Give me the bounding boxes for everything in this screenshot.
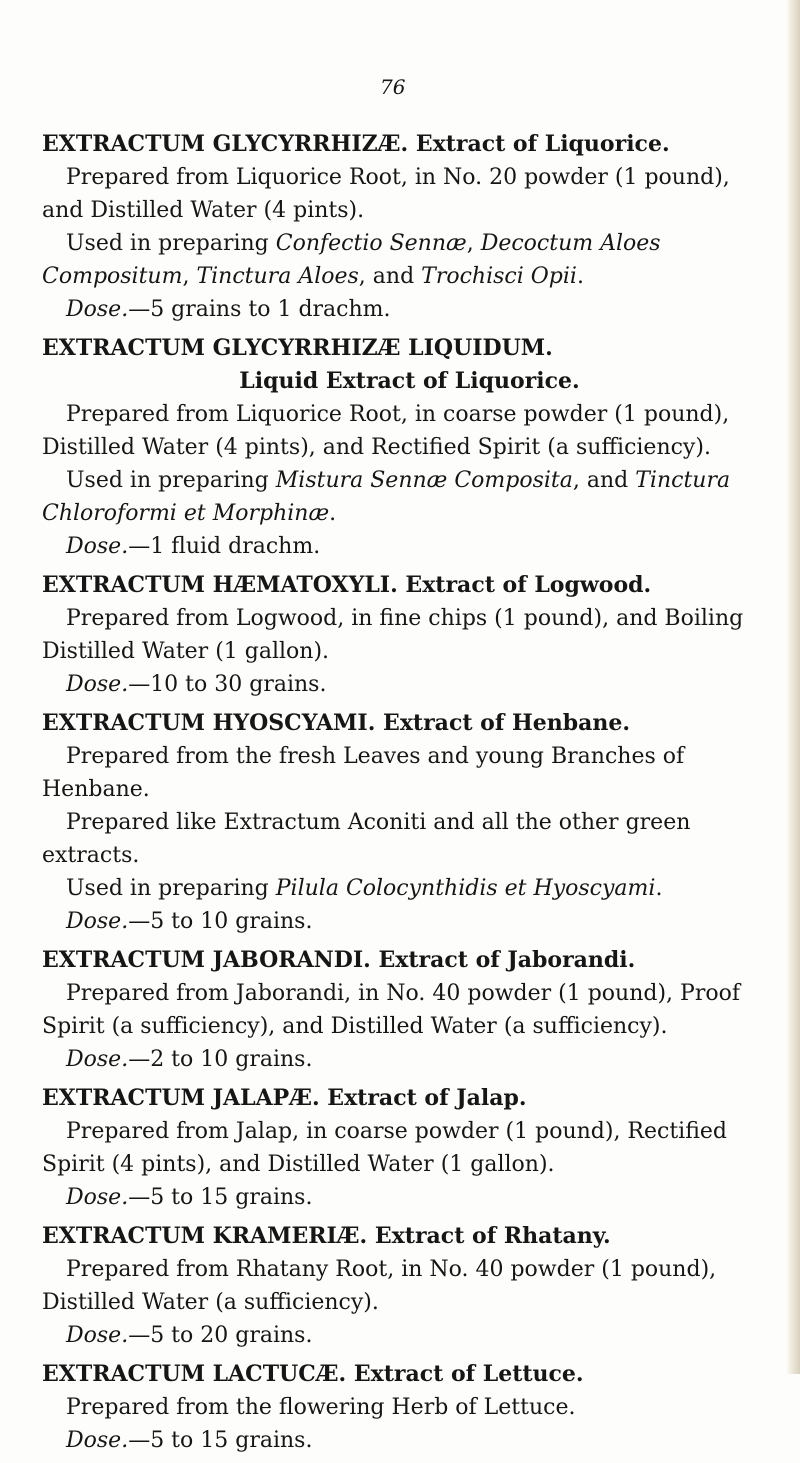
- dose-value: —10 to 30 grains.: [128, 672, 327, 697]
- separator: , and: [572, 468, 636, 493]
- monograph-list: [42, 128, 777, 1463]
- used-in-text: [42, 227, 777, 293]
- separator: .: [655, 876, 663, 901]
- preparation-text: Prepared from the flowering Herb of Lettuce.: [66, 1395, 576, 1420]
- preparation-text: Prepared from Liquorice Root, in No. 20 powder (1 pound), and Distilled Water (4 pints).: [42, 165, 730, 223]
- monograph-entry: [42, 569, 777, 701]
- separator: , and: [358, 264, 422, 289]
- dose-value: —5 to 10 grains.: [128, 909, 313, 934]
- dose-value: —5 to 15 grains.: [128, 1428, 313, 1453]
- monograph-entry: [42, 128, 777, 326]
- preparation-name: Trochisci Opii: [421, 264, 577, 289]
- entry-subtitle: Liquid Extract of Liquorice.: [239, 368, 580, 394]
- latin-title: EXTRACTUM HÆMATOXYLI.: [42, 572, 398, 598]
- preparation-name: Tinctura Aloes: [196, 264, 359, 289]
- english-title: Extract of Jaborandi.: [378, 947, 636, 973]
- dose-label: Dose.: [66, 1047, 129, 1072]
- latin-title: EXTRACTUM GLYCYRRHIZÆ LIQUIDUM.: [42, 335, 553, 361]
- english-title: Extract of Henbane.: [383, 710, 631, 736]
- preparation-text: Prepared from Jalap, in coarse powder (1 pound), Rectified Spirit (4 pints), and Distilled Water (1 gallon).: [42, 1119, 727, 1177]
- latin-title: EXTRACTUM GLYCYRRHIZÆ.: [42, 131, 409, 157]
- monograph-entry: [42, 1082, 777, 1214]
- page-edge-shadow: [786, 0, 800, 1374]
- dose-line: [42, 905, 777, 938]
- separator: ,: [466, 231, 481, 256]
- dose-line: [42, 293, 777, 326]
- dose-line: [42, 1424, 777, 1457]
- used-in-text: [42, 464, 777, 530]
- monograph-entry: [42, 1358, 777, 1457]
- dose-label: Dose.: [66, 534, 129, 559]
- preparation-name: Decoctum Aloes Compositum: [42, 231, 661, 289]
- preparation-text: Prepared from Liquorice Root, in coarse powder (1 pound), Distilled Water (4 pints), and Rectified Spirit (a sufficiency).: [42, 402, 730, 460]
- dose-label: Dose.: [66, 1428, 129, 1453]
- dose-line: [42, 1319, 777, 1352]
- separator: .: [576, 264, 584, 289]
- monograph-entry: [42, 707, 777, 938]
- monograph-entry: [42, 944, 777, 1076]
- entry-heading: [42, 332, 777, 365]
- used-in-text: [42, 872, 777, 905]
- separator: ,: [182, 264, 197, 289]
- english-title: Extract of Logwood.: [405, 572, 652, 598]
- page-number: 76: [380, 75, 406, 99]
- latin-title: EXTRACTUM JALAPÆ.: [42, 1085, 320, 1111]
- separator: .: [329, 501, 337, 526]
- dose-label: Dose.: [66, 1185, 129, 1210]
- latin-title: EXTRACTUM HYOSCYAMI.: [42, 710, 376, 736]
- monograph-entry: [42, 1220, 777, 1352]
- entry-heading: [42, 944, 777, 977]
- dose-value: —2 to 10 grains.: [128, 1047, 313, 1072]
- preparation-text: Prepared like Extractum Aconiti and all the other green extracts.: [42, 810, 691, 868]
- entry-heading: [42, 128, 777, 161]
- preparation-text: Prepared from Logwood, in fine chips (1 pound), and Boiling Distilled Water (1 gallon).: [42, 606, 744, 664]
- entry-heading: [42, 1220, 777, 1253]
- english-title: Extract of Lettuce.: [353, 1361, 584, 1387]
- dose-value: —5 to 15 grains.: [128, 1185, 313, 1210]
- preparation-name: Tinctura Chloroformi et Morphinæ: [42, 468, 731, 526]
- english-title: Extract of Liquorice.: [415, 131, 670, 157]
- dose-value: —5 grains to 1 drachm.: [128, 297, 391, 322]
- preparation-name: Pilula Colocynthidis et Hyoscyami: [275, 876, 656, 901]
- preparation-name: Mistura Sennæ Composita: [275, 468, 573, 493]
- dose-value: —5 to 20 grains.: [128, 1323, 313, 1348]
- dose-line: [42, 668, 777, 701]
- dose-line: [42, 530, 777, 563]
- english-title: Extract of Rhatany.: [374, 1223, 611, 1249]
- dose-label: Dose.: [66, 1323, 129, 1348]
- dose-label: Dose.: [66, 672, 129, 697]
- used-in-prefix: Used in preparing: [66, 468, 276, 493]
- entry-heading: [42, 1082, 777, 1115]
- english-title: Extract of Jalap.: [327, 1085, 527, 1111]
- dose-label: Dose.: [66, 297, 129, 322]
- latin-title: EXTRACTUM KRAMERIÆ.: [42, 1223, 368, 1249]
- preparation-text: Prepared from Jaborandi, in No. 40 powder (1 pound), Proof Spirit (a sufficiency), and Distilled Water (a sufficiency).: [42, 981, 740, 1039]
- dose-label: Dose.: [66, 909, 129, 934]
- entry-heading: [42, 569, 777, 602]
- monograph-entry: [42, 332, 777, 563]
- used-in-prefix: Used in preparing: [66, 876, 276, 901]
- preparation-text: Prepared from Rhatany Root, in No. 40 powder (1 pound), Distilled Water (a sufficiency).: [42, 1257, 717, 1315]
- preparation-text: Prepared from the fresh Leaves and young Branches of Henbane.: [42, 744, 685, 802]
- entry-heading: [42, 1358, 777, 1391]
- latin-title: EXTRACTUM JABORANDI.: [42, 947, 371, 973]
- entry-heading: [42, 707, 777, 740]
- dose-line: [42, 1043, 777, 1076]
- used-in-prefix: Used in preparing: [66, 231, 276, 256]
- latin-title: EXTRACTUM LACTUCÆ.: [42, 1361, 347, 1387]
- dose-line: [42, 1181, 777, 1214]
- preparation-name: Confectio Sennæ: [275, 231, 467, 256]
- dose-value: —1 fluid drachm.: [128, 534, 321, 559]
